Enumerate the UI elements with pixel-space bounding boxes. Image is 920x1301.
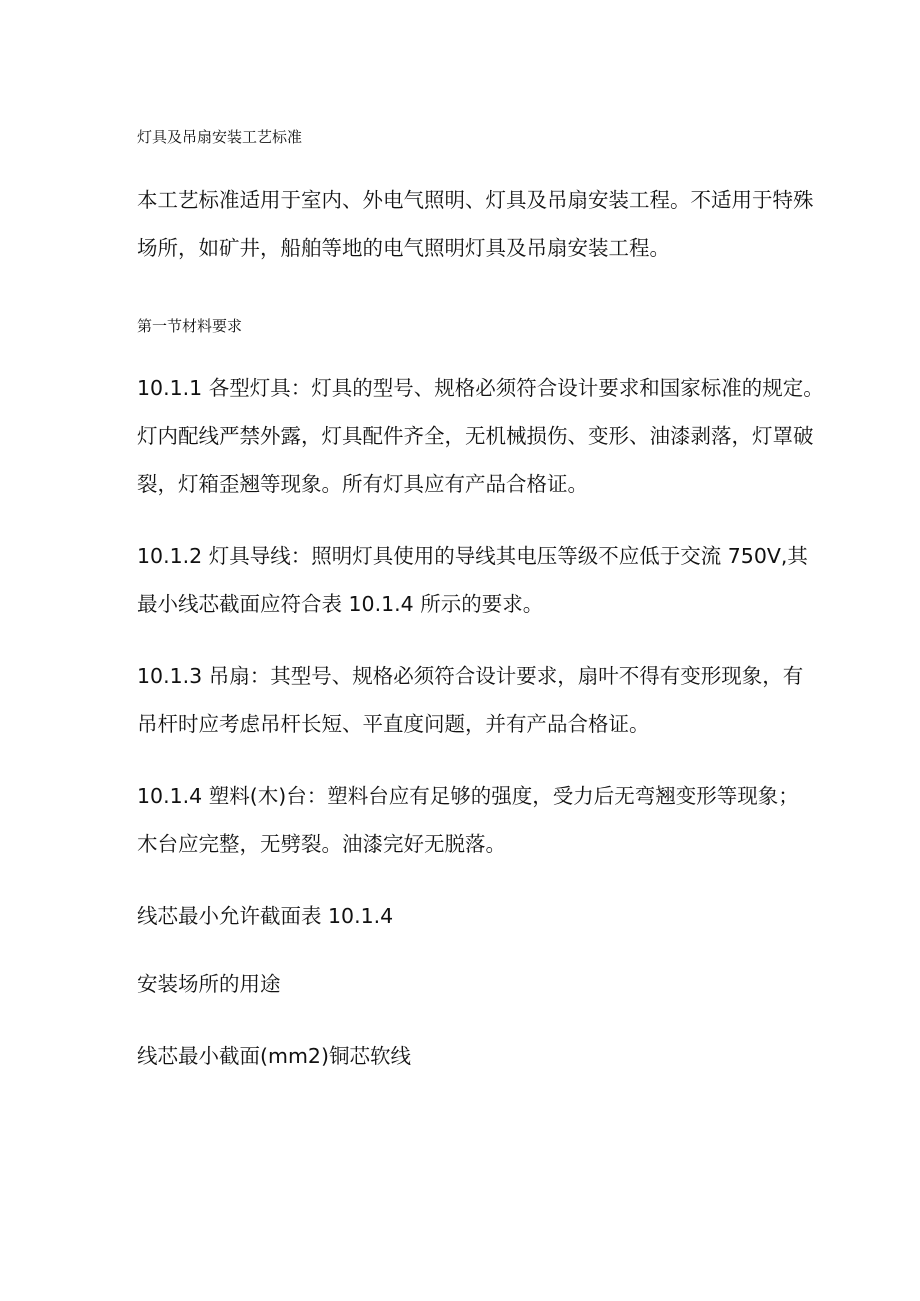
- section-heading: 第一节材料要求: [137, 317, 243, 335]
- table-row-min-section: 线芯最小截面(mm2)铜芯软线: [137, 1044, 411, 1068]
- intro-line: 本工艺标准适用于室内、外电气照明、灯具及吊扇安装工程。不适用于特殊: [137, 188, 814, 212]
- clause-10-1-2: [137, 532, 817, 628]
- clause-10-1-3: [137, 652, 817, 748]
- clause-line: 10.1.2 灯具导线：照明灯具使用的导线其电压等级不应低于交流 750V,其: [137, 544, 808, 568]
- clause-line: 裂，灯箱歪翘等现象。所有灯具应有产品合格证。: [137, 472, 588, 496]
- clause-line: 10.1.3 吊扇：其型号、规格必须符合设计要求，扇叶不得有变形现象，有: [137, 664, 804, 688]
- clause-line: 灯内配线严禁外露，灯具配件齐全，无机械损伤、变形、油漆剥落，灯罩破: [137, 424, 814, 448]
- table-row-usage: 安装场所的用途: [137, 972, 281, 996]
- intro-paragraph: [137, 176, 817, 272]
- clause-line: 10.1.4 塑料(木)台：塑料台应有足够的强度，受力后无弯翘变形等现象；: [137, 784, 799, 808]
- clause-line: 最小线芯截面应符合表 10.1.4 所示的要求。: [137, 592, 544, 616]
- clause-10-1-1: [137, 364, 824, 508]
- table-caption: 线芯最小允许截面表 10.1.4: [137, 904, 394, 928]
- clause-10-1-4: [137, 772, 817, 868]
- document-title: 灯具及吊扇安装工艺标准: [137, 128, 303, 146]
- intro-line: 场所，如矿井，船舶等地的电气照明灯具及吊扇安装工程。: [137, 236, 670, 260]
- clause-line: 10.1.1 各型灯具：灯具的型号、规格必须符合设计要求和国家标准的规定。: [137, 376, 824, 400]
- clause-line: 吊杆时应考虑吊杆长短、平直度问题，并有产品合格证。: [137, 712, 650, 736]
- clause-line: 木台应完整，无劈裂。油漆完好无脱落。: [137, 832, 506, 856]
